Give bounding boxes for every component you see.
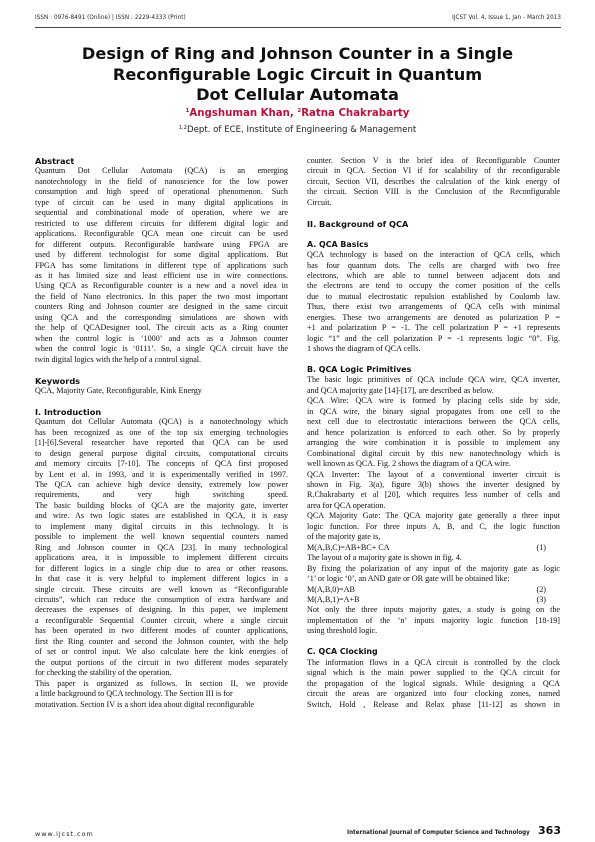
text-line: arranging the wire combination it is possible to implement any bbox=[307, 438, 560, 448]
text-line: The layout of a majority gate is shown in fig. 4. bbox=[307, 553, 462, 563]
text-line: implementation of the ‘n’ inputs majority logic function [18-19] bbox=[307, 615, 560, 625]
paper-title bbox=[40, 44, 555, 106]
text-line: the electrons are tend to occupy the corner position of the cells bbox=[307, 281, 560, 291]
author-name: Ratna Chakrabarty bbox=[301, 108, 410, 119]
spacer bbox=[307, 355, 560, 365]
text-line: motativation. Section IV is a short idea about digital reconfigurable bbox=[35, 699, 255, 709]
text-line: area for QCA operation. bbox=[307, 500, 386, 510]
text-line: next cell due to electrostatic interactions between the QCA cells, bbox=[307, 417, 560, 427]
sectionB-body-3 bbox=[307, 605, 560, 636]
spacer bbox=[307, 229, 560, 239]
text-line: when the control logic is ‘1000’ and acts as a Johnson counter bbox=[35, 333, 288, 343]
equation-expression: M(A,B,0)=AB bbox=[307, 584, 355, 594]
text-line: and hence polarization is enforced to each other. So by properly bbox=[307, 427, 560, 437]
text-line: signal which is the main power supplied to the QCA circuit for bbox=[307, 668, 560, 678]
text-line: Ring and Johnson counter in QCA [23]. In many technological bbox=[35, 542, 288, 552]
text-line: logic function. For three inputs A, B, and C, the logic function bbox=[307, 521, 560, 531]
text-line: has been recognized as one of the top six emerging technologies bbox=[35, 427, 288, 437]
text-line: Circuit. bbox=[307, 197, 332, 207]
text-line: circuit the areas are organized into four clocking zones, named bbox=[307, 689, 560, 699]
text-line: consumption and high speed of operational phenomenon. Such bbox=[35, 187, 288, 197]
text-line: and wire. As two logic states are established in QCA, it is easy bbox=[35, 511, 288, 521]
text-line: to design general purpose digital circuits, computational circuits bbox=[35, 448, 288, 458]
equation-number: (3) bbox=[536, 594, 546, 604]
text-line: ‘1’ or logic ‘0’, an AND gate or OR gate will be obtained like: bbox=[307, 574, 510, 584]
text-line: of set or control input. We also calculate here the kink energies of bbox=[35, 647, 288, 657]
equation-2 bbox=[307, 585, 560, 595]
text-line: by Lent et al. in 1993, and it is experimentally verified in 1997. bbox=[35, 469, 288, 479]
equation-number: (1) bbox=[536, 542, 546, 552]
affiliation bbox=[40, 125, 555, 135]
text-line: in QCA wire, the binary signal propagates from one cell to the bbox=[307, 406, 560, 416]
author1-sup: 1 bbox=[185, 108, 190, 114]
text-line: well known as QCA. Fig. 2 shows the diagram of a QCA wire. bbox=[307, 459, 511, 469]
text-line: has been operated in two different modes of counter applications, bbox=[35, 626, 288, 636]
equation-3 bbox=[307, 595, 560, 605]
text-line: Switch, Hold , Release and Relax phase [11-12] as shown in bbox=[307, 699, 560, 709]
section2-heading: II. Background of QCA bbox=[307, 218, 409, 229]
author2-sup: 2 bbox=[297, 108, 302, 114]
title-line: Dot Cellular Automata bbox=[196, 85, 399, 104]
text-line: and QCA majority gate [14]-[17], are described as below. bbox=[307, 385, 494, 395]
left-column bbox=[35, 156, 288, 710]
introduction-body bbox=[35, 417, 288, 710]
keywords-heading: Keywords bbox=[35, 375, 81, 386]
text-line: the output portions of the circuit in two different modes separately bbox=[35, 657, 288, 667]
keywords-text: QCA, Majority Gate, Reconfigurable, Kink Energy bbox=[35, 385, 202, 395]
text-line: single circuit. These circuits are well known as “Reconfigurable bbox=[35, 584, 288, 594]
text-line: The basic building blocks of QCA are the majority gate, inverter bbox=[35, 500, 288, 510]
affiliation-text: Dept. of ECE, Institute of Engineering & Management bbox=[186, 125, 417, 135]
text-line: for different logics in a single chip due to area or other reasons. bbox=[35, 563, 288, 573]
text-line: due to mutual electrostatic repulsion established by Coulomb law. bbox=[307, 291, 560, 301]
text-line: for different outputs. Reconfigurable hardware using FPGA are bbox=[35, 239, 288, 249]
abstract-heading: Abstract bbox=[35, 156, 75, 166]
text-line: restricted to use different circuits for different digital logic and bbox=[35, 218, 288, 228]
author-list bbox=[40, 108, 555, 119]
text-line: Quantum Dot Cellular Automata (QCA) is an emerging bbox=[35, 166, 288, 176]
text-line: QCA technology is based on the interaction of QCA cells, which bbox=[307, 250, 560, 260]
text-line: the propagation of the logical signals. While designing a QCA bbox=[307, 678, 560, 688]
footer-journal-name: International Journal of Computer Science and Technology bbox=[347, 829, 530, 836]
spacer bbox=[307, 637, 560, 647]
text-line: used by different technologist for some digital applications. But bbox=[35, 250, 288, 260]
page-number: 363 bbox=[538, 824, 561, 837]
text-line: using threshold logic. bbox=[307, 626, 378, 636]
text-line: 1 shows the diagram of QCA cells. bbox=[307, 344, 421, 354]
spacer bbox=[35, 396, 288, 406]
introduction-continued bbox=[307, 156, 560, 208]
equation-number: (2) bbox=[536, 584, 546, 594]
sectionB-body bbox=[307, 375, 560, 542]
header-journal-issue: IJCST Vol. 4, Issue 1, Jan - March 2013 bbox=[452, 14, 561, 21]
text-line: counters Ring and Johnson counter are designed in the same circuit bbox=[35, 302, 288, 312]
text-line: type of circuit can be used in many digital applications in bbox=[35, 197, 288, 207]
sectionB-heading: B. QCA Logic Primitives bbox=[307, 365, 412, 375]
text-line: for checking the stability of the operation. bbox=[35, 668, 172, 678]
text-line: nanotechnology in the field of nanoscience for the low power bbox=[35, 176, 288, 186]
sectionA-body bbox=[307, 250, 560, 355]
text-line: counter. Section V is the brief idea of Reconfigurable Counter bbox=[307, 156, 560, 165]
text-line: circuit, Section VII, describes the calculation of the kink energy of bbox=[307, 176, 560, 186]
text-line: QCA Wire: QCA wire is formed by placing cells side by side, bbox=[307, 396, 560, 406]
header-issn: ISSN : 0976-8491 (Online) | ISSN : 2229-4333 (Print) bbox=[35, 14, 186, 21]
text-line: R.Chakrabarty et al [20], which requires less number of cells and bbox=[307, 490, 560, 500]
text-line: applications area, it is impossible to implement different circuits bbox=[35, 553, 288, 563]
text-line: QCA Majority Gate: The QCA majority gate generally a three input bbox=[307, 511, 560, 521]
spacer bbox=[35, 365, 288, 375]
text-line: energies. These two arrangements are denoted as polarization P = bbox=[307, 312, 560, 322]
text-line: FPGA has some limitations in different type of applications such bbox=[35, 260, 288, 270]
text-line: Thus, there exist two arrangements of QCA cells with minimal bbox=[307, 302, 560, 312]
text-line: sequential and combinational mode of operation, where we are bbox=[35, 208, 288, 218]
text-line: electrons, which are able to tunnel between adjacent dots and bbox=[307, 270, 560, 280]
author-name: Angshuman Khan, bbox=[189, 108, 298, 119]
text-line: of the majority gate is, bbox=[307, 532, 381, 542]
equation-expression: M(A,B,1)=A+B bbox=[307, 594, 360, 604]
text-line: By fixing the polarization of any input of the majority gate as logic bbox=[307, 563, 560, 573]
sectionA-heading: A. QCA Basics bbox=[307, 239, 369, 249]
text-line: requirements, and very high switching speed. bbox=[35, 490, 288, 500]
introduction-heading: I. Introduction bbox=[35, 406, 102, 417]
text-line: applications. Reconfigurable QCA mean one circuit can be used bbox=[35, 229, 288, 239]
text-line: circuits”, which can reduce the consumption of extra hardware and bbox=[35, 595, 288, 604]
text-line: the field of Nano electronics. In this paper the two most important bbox=[35, 291, 288, 301]
text-line: the circuit. Section VIII is the Conclusion of the Reconfigurable bbox=[307, 187, 560, 197]
text-line: shown in Fig. 3(a), figure 3(b) shows the inverter designed by bbox=[307, 480, 560, 489]
affiliation-sup: 1,2 bbox=[178, 125, 187, 131]
text-line: using QCA and the corresponding simulations are shown with bbox=[35, 312, 288, 322]
text-line: Combinational digital circuit by this new nanotechnology which is bbox=[307, 448, 560, 458]
text-line: In that case it is very helpful to implement different logics in a bbox=[35, 574, 288, 584]
sectionC-heading: C. QCA Clocking bbox=[307, 647, 378, 657]
text-line: circuit in QCA. Section VI if for scalability of thr reconfigurable bbox=[307, 166, 560, 176]
text-line: to implement many digital circuits in this technology. It is bbox=[35, 521, 288, 531]
text-line: decreases the expenses of designing. In this paper, we implement bbox=[35, 605, 288, 615]
text-line: first the Ring counter and second the Johnson counter, with the help bbox=[35, 636, 288, 646]
text-line: Not only the three inputs majority gates, a study is going on the bbox=[307, 605, 560, 615]
title-line: Reconfigurable Logic Circuit in Quantum bbox=[112, 64, 483, 84]
text-line: logic “1” and the cell polarization P = -1 represents logic “0”. Fig. bbox=[307, 333, 560, 343]
text-line: a little background to QCA technology. The Section III is for bbox=[35, 689, 233, 699]
sectionB-body-2 bbox=[307, 553, 560, 584]
right-column bbox=[307, 156, 560, 710]
text-line: twin digital logics with the help of a control signal. bbox=[35, 354, 202, 364]
text-line: The information flows in a QCA circuit is controlled by the clock bbox=[307, 657, 560, 667]
title-line: Design of Ring and Johnson Counter in a Single bbox=[81, 44, 514, 63]
spacer bbox=[307, 208, 560, 218]
text-line: as it has limited size and least efficient use in wire connections. bbox=[35, 270, 288, 280]
text-line: +1 and polarization P = -1. The cell polarization P = +1 represents bbox=[307, 323, 560, 333]
text-line: when the control logic is ‘0111’. So, a single QCA circuit have the bbox=[35, 344, 288, 354]
equation-expression: M(A,B,C)=AB+BC+ CA bbox=[307, 542, 390, 552]
text-line: QCA Inverter: The layout of a conventional inverter circuit is bbox=[307, 469, 560, 479]
text-line: the help of QCADesigner tool. The circuit acts as a Ring counter bbox=[35, 323, 288, 333]
text-line: The QCA can achieve high device density, extremely low power bbox=[35, 480, 288, 490]
text-line: [1]-[6].Several researcher have reported that QCA can be used bbox=[35, 438, 288, 448]
text-line: possible to implement the well known sequential counters named bbox=[35, 532, 288, 542]
text-line: Using QCA as Reconfigurable counter is a new and a novel idea in bbox=[35, 281, 288, 291]
text-line: has four quantum dots. The cells are charged with two free bbox=[307, 260, 560, 270]
text-line: Quantum dot Cellular Automata (QCA) is a nanotechnology which bbox=[35, 417, 288, 427]
text-line: a reconfigurable Sequential Counter circuit, where a single circuit bbox=[35, 615, 288, 625]
text-line: and memory circuits [7-10]. The concepts of QCA first proposed bbox=[35, 459, 288, 469]
footer-url: www.ijcst.com bbox=[35, 830, 94, 838]
equation-1 bbox=[307, 543, 560, 553]
sectionC-body bbox=[307, 658, 560, 710]
abstract-body bbox=[35, 166, 288, 365]
text-line: The basic logic primitives of QCA include QCA wire, QCA inverter, bbox=[307, 375, 560, 385]
text-line: This paper is organized as follows. In section II, we provide bbox=[35, 678, 288, 688]
header-rule bbox=[35, 27, 561, 28]
